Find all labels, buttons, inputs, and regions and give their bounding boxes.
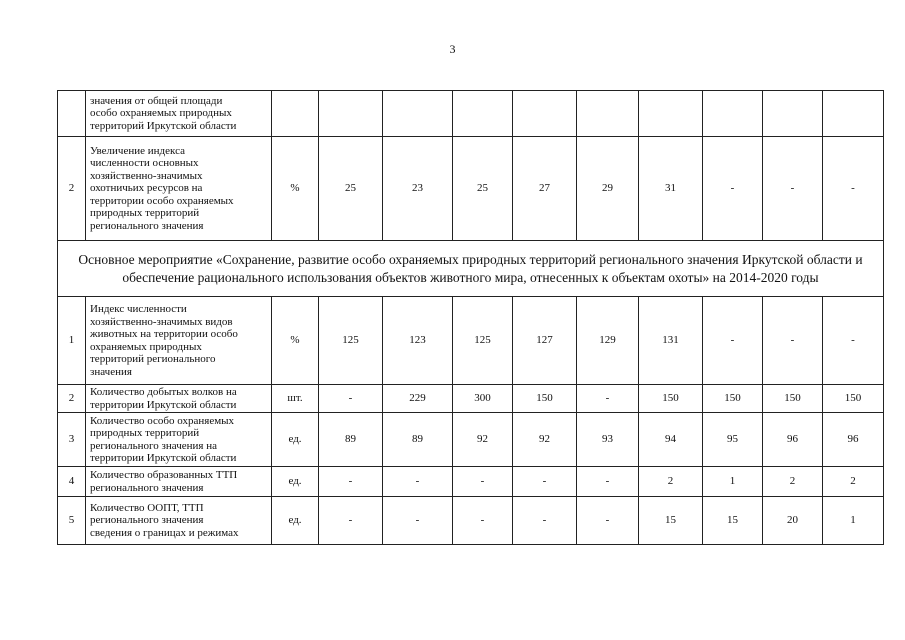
- value-cell: -: [703, 137, 763, 241]
- value-cell: 2: [823, 467, 884, 497]
- section-row: [58, 241, 884, 297]
- value-cell: [513, 91, 577, 137]
- value-cell: 95: [703, 413, 763, 467]
- indicator-name: Количество образованных ТТП регионального значения: [86, 467, 272, 497]
- value-cell: 25: [319, 137, 383, 241]
- table-row: [58, 385, 884, 413]
- value-cell: -: [319, 467, 383, 497]
- value-cell: [763, 91, 823, 137]
- table-row: [58, 497, 884, 545]
- value-cell: 2: [639, 467, 703, 497]
- unit-cell: ед.: [272, 413, 319, 467]
- table-row: [58, 413, 884, 467]
- value-cell: 15: [639, 497, 703, 545]
- value-cell: 93: [577, 413, 639, 467]
- unit-cell: %: [272, 137, 319, 241]
- indicators-table: [57, 90, 884, 545]
- value-cell: [639, 91, 703, 137]
- value-cell: 2: [763, 467, 823, 497]
- value-cell: 29: [577, 137, 639, 241]
- value-cell: 96: [823, 413, 884, 467]
- value-cell: 129: [577, 297, 639, 385]
- row-number: 2: [58, 385, 86, 413]
- value-cell: 27: [513, 137, 577, 241]
- value-cell: -: [383, 497, 453, 545]
- value-cell: 1: [823, 497, 884, 545]
- table-row: [58, 137, 884, 241]
- unit-cell: ед.: [272, 497, 319, 545]
- value-cell: -: [577, 385, 639, 413]
- unit-cell: [272, 91, 319, 137]
- value-cell: -: [823, 297, 884, 385]
- indicator-name: Количество добытых волков на территории Иркутской области: [86, 385, 272, 413]
- value-cell: [823, 91, 884, 137]
- table-section-top: [58, 91, 884, 241]
- indicator-name: Увеличение индекса численности основных хозяйственно-значимых охотничьих ресурсов на территории особо охраняемых природных территорий регионального значения: [86, 137, 272, 241]
- value-cell: 300: [453, 385, 513, 413]
- value-cell: 150: [703, 385, 763, 413]
- row-number: 3: [58, 413, 86, 467]
- value-cell: [383, 91, 453, 137]
- value-cell: 31: [639, 137, 703, 241]
- table-row: [58, 297, 884, 385]
- value-cell: 131: [639, 297, 703, 385]
- value-cell: -: [453, 497, 513, 545]
- value-cell: -: [823, 137, 884, 241]
- unit-cell: шт.: [272, 385, 319, 413]
- value-cell: -: [319, 497, 383, 545]
- row-number: 2: [58, 137, 86, 241]
- value-cell: 123: [383, 297, 453, 385]
- value-cell: 150: [639, 385, 703, 413]
- value-cell: [577, 91, 639, 137]
- value-cell: 229: [383, 385, 453, 413]
- value-cell: 127: [513, 297, 577, 385]
- row-number: 4: [58, 467, 86, 497]
- value-cell: 150: [823, 385, 884, 413]
- value-cell: -: [513, 467, 577, 497]
- value-cell: 20: [763, 497, 823, 545]
- row-number: 1: [58, 297, 86, 385]
- unit-cell: ед.: [272, 467, 319, 497]
- value-cell: 125: [319, 297, 383, 385]
- value-cell: [453, 91, 513, 137]
- value-cell: 1: [703, 467, 763, 497]
- value-cell: -: [763, 297, 823, 385]
- value-cell: 150: [513, 385, 577, 413]
- unit-cell: %: [272, 297, 319, 385]
- table-section-header: [58, 241, 884, 297]
- value-cell: 92: [513, 413, 577, 467]
- value-cell: 89: [319, 413, 383, 467]
- value-cell: [703, 91, 763, 137]
- value-cell: [319, 91, 383, 137]
- value-cell: -: [763, 137, 823, 241]
- indicator-name: Количество особо охраняемых природных территорий регионального значения на территории Иркутской области: [86, 413, 272, 467]
- table-section-bottom: [58, 297, 884, 545]
- value-cell: 25: [453, 137, 513, 241]
- row-number: [58, 91, 86, 137]
- value-cell: 89: [383, 413, 453, 467]
- indicator-name: значения от общей площади особо охраняемых природных территорий Иркутской области: [86, 91, 272, 137]
- value-cell: -: [513, 497, 577, 545]
- value-cell: 150: [763, 385, 823, 413]
- value-cell: -: [453, 467, 513, 497]
- value-cell: -: [577, 467, 639, 497]
- value-cell: -: [577, 497, 639, 545]
- page-number: 3: [449, 42, 456, 56]
- value-cell: 23: [383, 137, 453, 241]
- indicator-name: Количество ООПТ, ТТП регионального значения сведения о границах и режимах: [86, 497, 272, 545]
- table-row: [58, 467, 884, 497]
- value-cell: -: [383, 467, 453, 497]
- value-cell: 15: [703, 497, 763, 545]
- value-cell: -: [319, 385, 383, 413]
- section-title: Основное мероприятие «Сохранение, развитие особо охраняемых природных территорий регионального значения Иркутской области и обеспечение рационального использования объектов животного мира, отнесенных к объектам охоты» на 2014-2020 годы: [58, 241, 884, 297]
- value-cell: 94: [639, 413, 703, 467]
- value-cell: 92: [453, 413, 513, 467]
- table-row: [58, 91, 884, 137]
- value-cell: 125: [453, 297, 513, 385]
- value-cell: -: [703, 297, 763, 385]
- indicator-name: Индекс численности хозяйственно-значимых видов животных на территории особо охраняемых природных территорий регионального значения: [86, 297, 272, 385]
- value-cell: 96: [763, 413, 823, 467]
- row-number: 5: [58, 497, 86, 545]
